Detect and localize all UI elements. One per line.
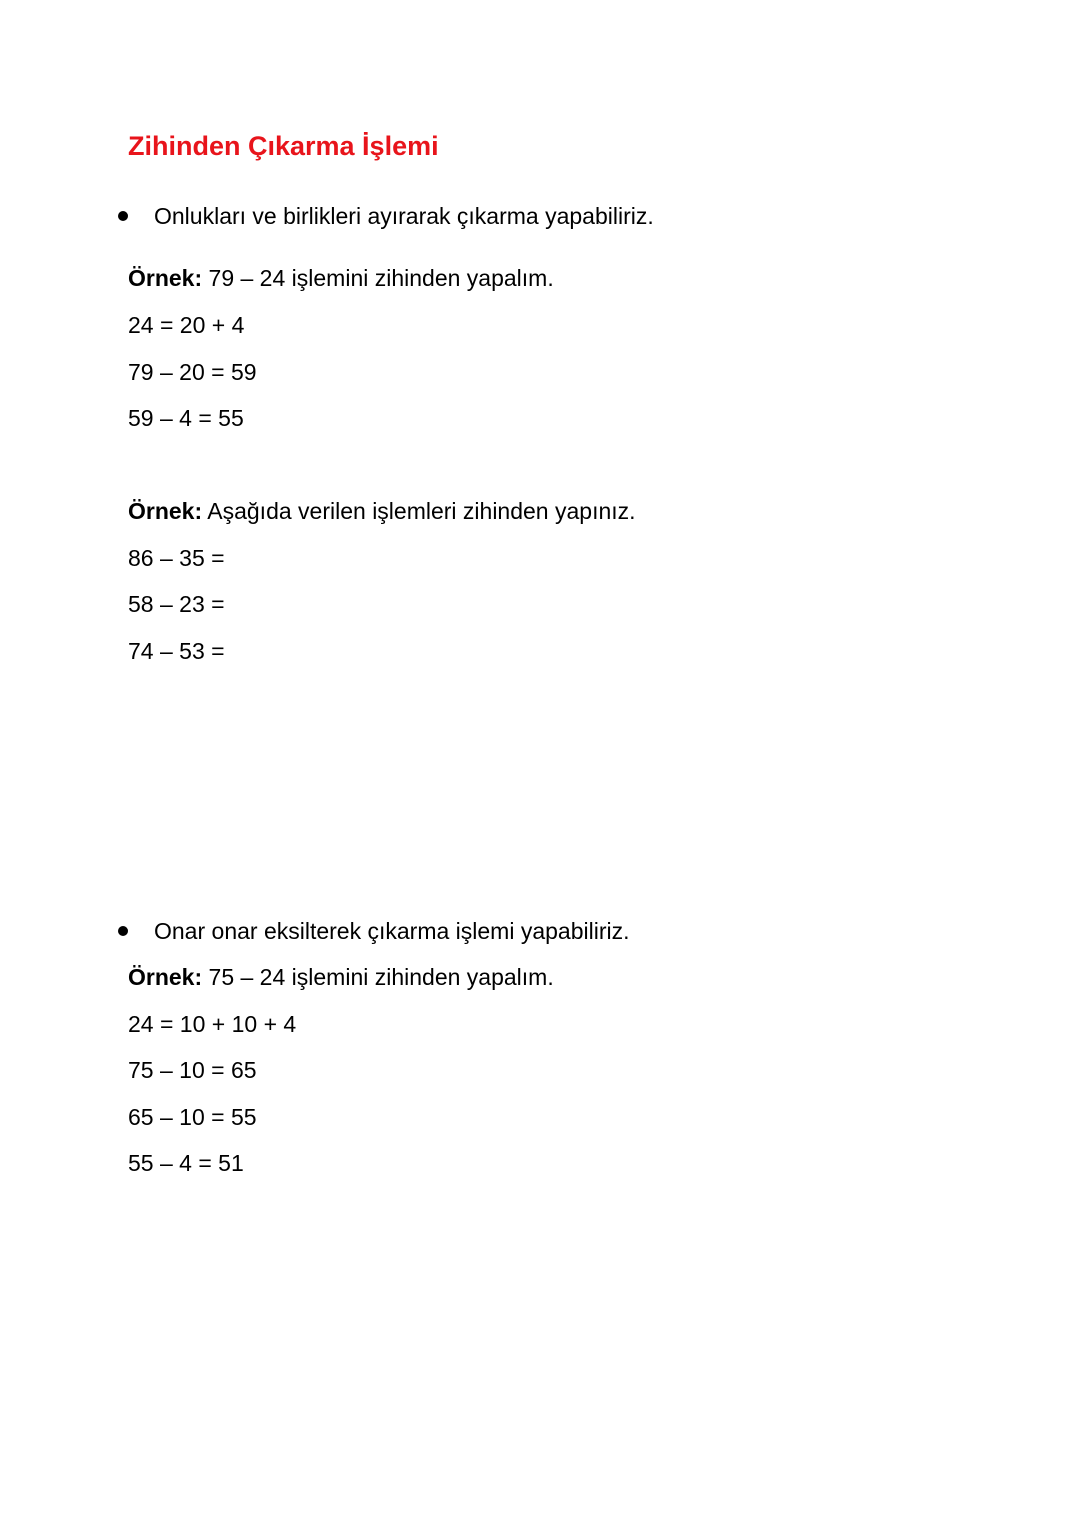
example-text: 75 – 24 işlemini zihinden yapalım. <box>202 964 554 990</box>
bullet-item-2 <box>118 915 630 947</box>
example-3-step-3: 65 – 10 = 55 <box>128 1104 257 1130</box>
example-1-step-2: 79 – 20 = 59 <box>128 359 257 385</box>
example-label: Örnek: <box>128 964 203 990</box>
example-1-step-3: 59 – 4 = 55 <box>128 405 244 431</box>
example-3-step-1: 24 = 10 + 10 + 4 <box>128 1011 297 1037</box>
example-2-heading <box>128 495 636 527</box>
example-text: 79 – 24 işlemini zihinden yapalım. <box>202 265 554 291</box>
example-label: Örnek: <box>128 498 203 524</box>
exercise-3: 74 – 53 = <box>128 638 225 664</box>
example-1-step-1: 24 = 20 + 4 <box>128 312 245 338</box>
example-3-step-4: 55 – 4 = 51 <box>128 1150 244 1176</box>
bullet-icon <box>118 926 128 936</box>
exercise-1: 86 – 35 = <box>128 545 225 571</box>
bullet-text-1: Onlukları ve birlikleri ayırarak çıkarma yapabiliriz. <box>154 203 654 229</box>
page-title: Zihinden Çıkarma İşlemi <box>128 131 439 161</box>
bullet-text-2: Onar onar eksilterek çıkarma işlemi yapabiliriz. <box>154 918 630 944</box>
example-3-heading <box>128 961 554 993</box>
example-label: Örnek: <box>128 265 203 291</box>
example-text: Aşağıda verilen işlemleri zihinden yapınız. <box>202 498 636 524</box>
example-3-step-2: 75 – 10 = 65 <box>128 1057 257 1083</box>
example-1-heading <box>128 262 554 294</box>
exercise-2: 58 – 23 = <box>128 591 225 617</box>
bullet-icon <box>118 211 128 221</box>
bullet-item-1 <box>118 200 654 232</box>
